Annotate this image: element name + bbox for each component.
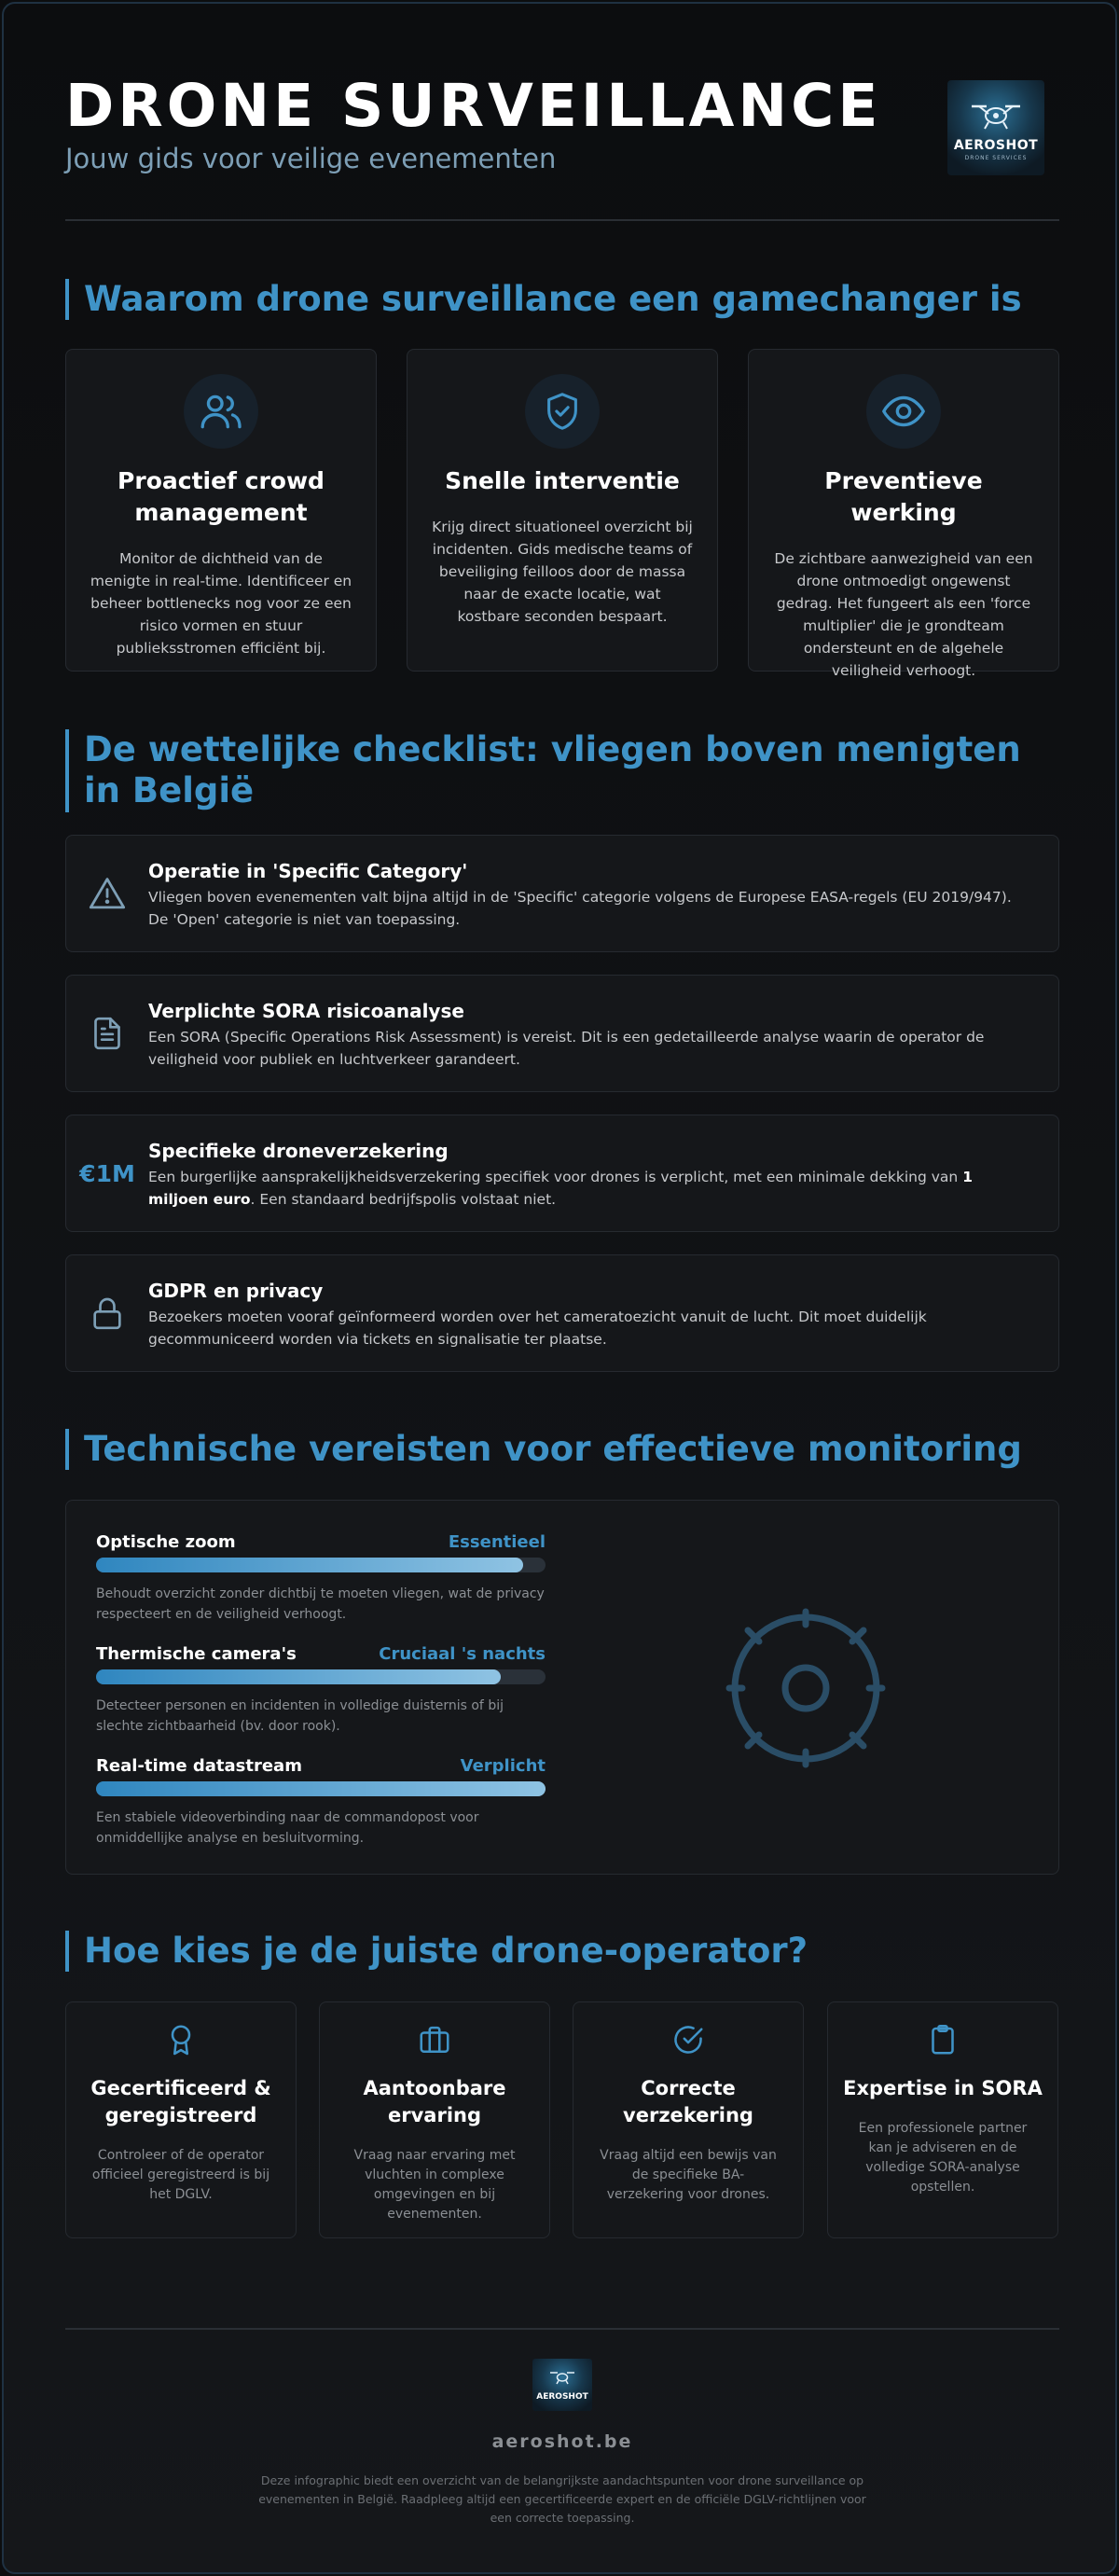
checklist-text: Een burgerlijke aansprakelijkheidsverzekering specifiek voor drones is verplicht, met een minimale dekking van 1 miljoen euro. Een standaard bedrijfspolis volstaat niet. [148,1169,973,1209]
feature-text: De zichtbare aanwezigheid van een drone ontmoedigt ongewenst gedrag. Het fungeert als een 'force multiplier' die je grondteam ondersteunt en de algehele veiligheid verhoogt. [774,549,1033,679]
header [65,72,1059,179]
divider [65,219,1059,221]
users-icon [198,388,244,435]
requirement-fill [96,1669,501,1684]
checklist-title: Specifieke droneverzekering [148,1140,449,1162]
logo-text: AEROSHOT [953,138,1039,153]
checklist-item [65,835,1059,952]
requirement-fill [96,1558,523,1572]
section-title-checklist: De wettelijke checklist: vliegen boven menigten in België [65,729,1059,812]
requirement-text: Een stabiele videoverbinding naar de commandopost voor onmiddellijke analyse en besluitvorming. [96,1810,479,1847]
page-subtitle: Jouw gids voor veilige evenementen [65,143,557,174]
checklist-text: Bezoekers moeten vooraf geïnformeerd worden over het cameratoezicht vanuit de lucht. Dit moet duidelijk gecommuniceerd worden via tickets en signalisatie ter plaatse. [148,1309,927,1349]
requirement-label: Real-time datastream [96,1756,302,1776]
checklist-title: Operatie in 'Specific Category' [148,860,468,882]
checklist-item [65,1115,1059,1232]
checklist-text: Een SORA (Specific Operations Risk Assessment) is vereist. Dit is een gedetailleerde analyse waarin de operator de veiligheid voor publiek en luchtverkeer garandeert. [148,1029,985,1069]
footer-divider [65,2328,1059,2330]
feature-text: Monitor de dichtheid van de menigte in real-time. Identificeer en beheer bottlenecks nog voor ze een risico vormen en stuur publieksstromen efficiënt bij. [90,549,352,657]
briefcase-icon [418,2023,451,2057]
requirement-label: Optische zoom [96,1532,236,1552]
document-icon [89,1015,126,1052]
disclaimer: Deze infographic biedt een overzicht van de belangrijkste aandachtspunten voor drone surveillance op evenementen in België. Raadpleeg altijd een gecertificeerde expert en de officiële DGLV-richtlijnen voor een correcte toepassing. [258,2473,866,2525]
checklist-text: Vliegen boven evenementen valt bijna altijd in de 'Specific' categorie volgens de Europese EASA-regels (EU 2019/947). De 'Open' categorie is niet van toepassing. [148,889,1012,929]
aeroshot-logo [947,80,1044,175]
checklist-title: GDPR en privacy [148,1280,324,1302]
operator-card [573,2001,804,2238]
feature-card [65,349,377,672]
page-title: DRONE SURVEILLANCE [65,72,882,140]
operator-title: Correcte verzekering [623,2077,753,2126]
feature-title: Preventieve werking [824,467,983,526]
section-title-why: Waarom drone surveillance een gamechanger is [65,279,1059,320]
website-link[interactable]: aeroshot.be [491,2431,633,2452]
shield-check-icon [541,390,584,433]
section-title-tech: Technische vereisten voor effectieve monitoring [65,1429,1059,1470]
requirement-text: Detecteer personen en incidenten in volledige duisternis of bij slechte zichtbaarheid (bv. door rook). [96,1698,504,1735]
euro-icon: €1M [79,1159,135,1187]
requirement-label: Thermische camera's [96,1644,297,1664]
feature-title: Proactief crowd management [117,467,325,526]
eye-icon [880,388,927,435]
award-icon [164,2023,198,2057]
operator-title: Gecertificeerd & geregistreerd [90,2077,271,2126]
section-title-operator: Hoe kies je de juiste drone-operator? [65,1931,1059,1972]
feature-text: Krijg direct situationeel overzicht bij incidenten. Gids medische teams of beveiliging feilloos door de massa naar de exacte locatie, wat kostbare seconden bespaart. [432,518,693,625]
operator-text: Vraag naar ervaring met vluchten in complexe omgevingen en bij evenementen. [353,2147,516,2222]
logo-subtext: DRONE SERVICES [964,155,1028,161]
check-circle-icon [671,2023,705,2057]
requirement-value: Essentieel [448,1532,546,1552]
checklist-item [65,1254,1059,1372]
footer-logo [532,2359,592,2411]
requirement-text: Behoudt overzicht zonder dichtbij te moeten vliegen, wat de privacy respecteert en de veiligheid verhoogt. [96,1586,545,1623]
feature-title: Snelle interventie [445,467,680,494]
operator-card [319,2001,550,2238]
operator-title: Aantoonbare ervaring [363,2077,506,2126]
tech-card [65,1500,1059,1875]
operator-text: Controleer of de operator officieel geregistreerd is bij het DGLV. [91,2147,270,2202]
requirement-value: Verplicht [460,1756,546,1776]
drone-icon [968,97,1024,134]
operator-card [65,2001,297,2238]
clipboard-icon [926,2023,960,2057]
requirement-fill [96,1781,546,1796]
footer-logo-text: AEROSHOT [536,2392,588,2402]
operator-card [827,2001,1058,2238]
checklist-item [65,975,1059,1092]
target-icon [724,1606,888,1770]
drone-icon [548,2366,576,2389]
lock-icon [89,1295,126,1332]
operator-text: Een professionele partner kan je adviseren en de volledige SORA-analyse opstellen. [858,2120,1028,2195]
feature-card [407,349,718,672]
feature-card [748,349,1059,679]
requirement-value: Cruciaal 's nachts [379,1644,546,1664]
operator-text: Vraag altijd een bewijs van de specifieke BA-verzekering voor drones. [600,2147,777,2202]
operator-title: Expertise in SORA [843,2077,1043,2099]
page-frame [2,2,1117,2574]
checklist-title: Verplichte SORA risicoanalyse [148,1000,464,1022]
warning-icon [88,874,127,913]
